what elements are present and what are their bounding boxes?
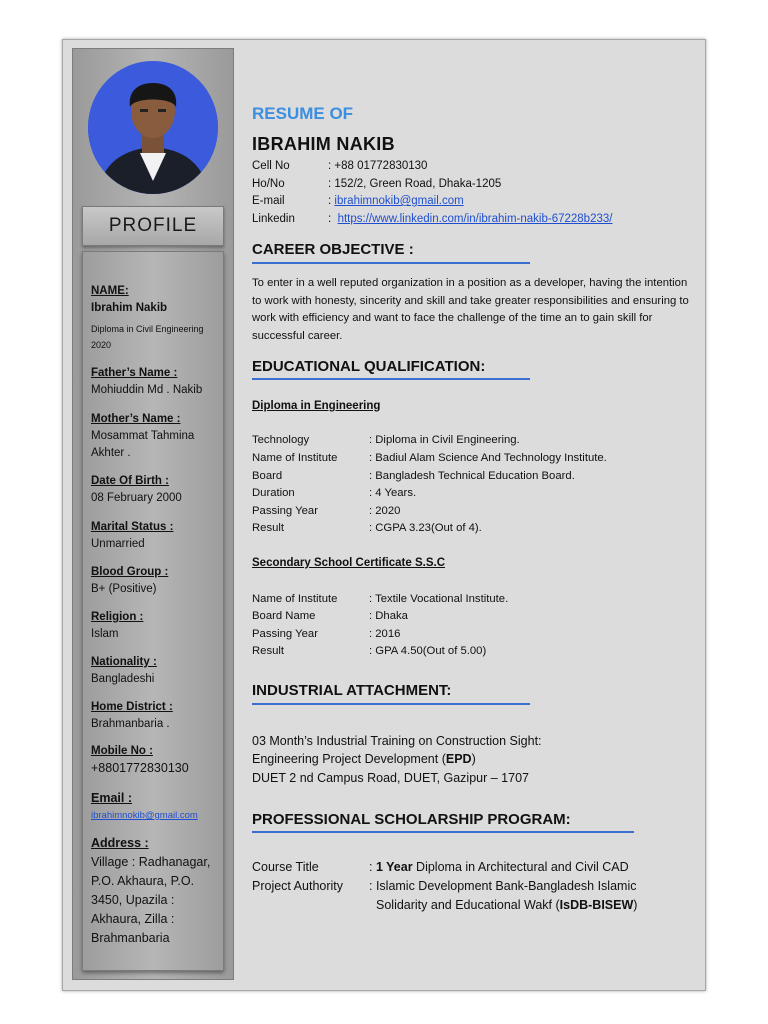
district-label: Home District :: [91, 701, 173, 713]
dob-label: Date Of Birth :: [91, 475, 169, 487]
ssc-title: Secondary School Certificate S.S.C: [252, 557, 446, 569]
mobile-field: [91, 743, 219, 777]
scholarship-heading: PROFESSIONAL SCHOLARSHIP PROGRAM:: [252, 811, 571, 828]
email-link[interactable]: ibrahimnokib@gmail.com: [91, 810, 198, 821]
career-text: To enter in a well reputed organization in a position as a developer, having the intention to work with honesty, sincerity and skill and take greater responsibilities and ensuring to work with efficiency and want to face the challenge of the time an to gain skill for successful career.: [252, 277, 689, 342]
education-row: [252, 610, 408, 622]
education-row: [252, 628, 400, 640]
row-value: : Dhaka: [369, 610, 408, 622]
district-field: [91, 699, 219, 733]
row-value: : 2020: [369, 505, 401, 517]
row-value: Solidarity and Educational Wakf (: [376, 898, 560, 912]
row-label: Name of Institute: [252, 593, 338, 605]
education-row: [252, 522, 482, 534]
row-value: : 2016: [369, 628, 401, 640]
marital-label: Marital Status :: [91, 521, 174, 533]
heading-rule: [252, 703, 530, 705]
industrial-heading: INDUSTRIAL ATTACHMENT:: [252, 682, 452, 699]
scholarship-row: [252, 879, 636, 893]
address-line: Village : Radhanagar,: [91, 855, 211, 869]
row-label: Result: [252, 645, 285, 657]
nationality-label: Nationality :: [91, 656, 157, 668]
education-heading: EDUCATIONAL QUALIFICATION:: [252, 358, 486, 375]
father-field: [91, 365, 219, 399]
row-label: Passing Year: [252, 505, 318, 517]
industrial-text: Engineering Project Development (: [252, 752, 446, 766]
row-value: : Islamic Development Bank-Bangladesh Islamic: [369, 879, 637, 893]
name-field: [91, 283, 219, 353]
industrial-line: DUET 2 nd Campus Road, DUET, Gazipur – 1707: [252, 771, 529, 785]
contact-row: [252, 160, 427, 172]
contact-label: Cell No: [252, 160, 290, 172]
contact-value: : 152/2, Green Road, Dhaka-1205: [328, 178, 502, 190]
dob-value: 08 February 2000: [91, 492, 182, 504]
address-line: Akhaura, Zilla :: [91, 912, 175, 926]
email-link[interactable]: ibrahimnokib@gmail.com: [334, 195, 464, 207]
email-field: [91, 790, 219, 824]
education-row: [252, 505, 400, 517]
heading-rule: [252, 378, 530, 380]
row-value: : GPA 4.50(Out of 5.00): [369, 645, 487, 657]
mother-field: [91, 411, 219, 462]
address-line: Brahmanbaria: [91, 931, 170, 945]
profile-photo: [88, 61, 218, 194]
contact-label: Ho/No: [252, 178, 285, 190]
mobile-label: Mobile No :: [91, 745, 153, 757]
mother-label: Mother’s Name :: [91, 413, 181, 425]
name-sub1: Diploma in Civil Engineering: [91, 324, 204, 334]
father-label: Father’s Name :: [91, 367, 178, 379]
mobile-value: +8801772830130: [91, 761, 189, 775]
linkedin-link[interactable]: https://www.linkedin.com/in/ibrahim-nakib-67228b233/: [337, 213, 613, 225]
industrial-text: ): [471, 752, 476, 766]
diploma-title: Diploma in Engineering: [252, 400, 381, 412]
scholarship-row: [376, 898, 637, 912]
blood-field: [91, 564, 219, 598]
name-sub2: 2020: [91, 340, 112, 350]
row-label: Passing Year: [252, 628, 318, 640]
nationality-field: [91, 654, 219, 688]
row-label: Project Authority: [252, 879, 344, 893]
industrial-line: 03 Month’s Industrial Training on Construction Sight:: [252, 734, 542, 748]
row-value: : Bangladesh Technical Education Board.: [369, 470, 575, 482]
candidate-name: IBRAHIM NAKIB: [252, 134, 395, 154]
district-value: Brahmanbaria .: [91, 718, 170, 730]
email-label: Email :: [91, 791, 132, 805]
row-value: Diploma in Architectural and Civil CAD: [412, 860, 629, 874]
row-label: Board Name: [252, 610, 316, 622]
career-heading: CAREER OBJECTIVE :: [252, 241, 414, 258]
nationality-value: Bangladeshi: [91, 673, 155, 685]
row-bold: IsDB-BISEW: [559, 898, 634, 912]
row-sep: :: [369, 860, 376, 874]
dob-field: [91, 473, 219, 507]
address-field: [91, 834, 219, 948]
row-value: : Diploma in Civil Engineering.: [369, 434, 520, 446]
name-label: NAME:: [91, 285, 129, 297]
scholarship-row: [252, 860, 629, 874]
row-label: Name of Institute: [252, 452, 338, 464]
row-value: : Textile Vocational Institute.: [369, 593, 509, 605]
row-value: : CGPA 3.23(Out of 4).: [369, 522, 482, 534]
row-value: : Badiul Alam Science And Technology Institute.: [369, 452, 607, 464]
contact-row: [252, 178, 501, 190]
father-value: Mohiuddin Md . Nakib: [91, 384, 203, 396]
address-label: Address :: [91, 836, 149, 850]
marital-field: [91, 519, 219, 553]
heading-rule: [252, 831, 634, 833]
blood-label: Blood Group :: [91, 566, 169, 578]
row-label: Course Title: [252, 860, 319, 874]
industrial-bold: EPD: [445, 752, 472, 766]
education-row: [252, 593, 508, 605]
religion-value: Islam: [91, 628, 119, 640]
row-label: Board: [252, 470, 283, 482]
religion-field: [91, 609, 219, 643]
row-label: Technology: [252, 434, 310, 446]
row-bold: 1 Year: [375, 860, 413, 874]
heading-rule: [252, 262, 530, 264]
education-row: [252, 487, 416, 499]
resume-of-heading: RESUME OF: [252, 104, 354, 123]
contact-sep: :: [328, 195, 335, 207]
address-line: P.O. Akhaura, P.O.: [91, 874, 195, 888]
row-value: ): [633, 898, 638, 912]
industrial-line: [252, 750, 476, 768]
education-row: [252, 434, 520, 446]
contact-value: : +88 01772830130: [328, 160, 428, 172]
contact-label: E-mail: [252, 195, 285, 207]
education-row: [252, 452, 607, 464]
name-value: Ibrahim Nakib: [91, 302, 168, 314]
mother-value-line1: Mosammat Tahmina: [91, 430, 195, 442]
profile-heading: PROFILE: [82, 206, 224, 246]
education-row: [252, 470, 575, 482]
education-row: [252, 645, 486, 657]
religion-label: Religion :: [91, 611, 144, 623]
contact-row: [252, 213, 612, 225]
row-label: Result: [252, 522, 285, 534]
row-value: : 4 Years.: [369, 487, 417, 499]
address-line: 3450, Upazila :: [91, 893, 175, 907]
marital-value: Unmarried: [91, 538, 145, 550]
contact-row: [252, 195, 464, 207]
blood-value: B+ (Positive): [91, 583, 157, 595]
contact-sep: :: [328, 213, 338, 225]
mother-value-line2: Akhter .: [91, 447, 131, 459]
contact-label: Linkedin: [252, 213, 295, 225]
row-label: Duration: [252, 487, 295, 499]
